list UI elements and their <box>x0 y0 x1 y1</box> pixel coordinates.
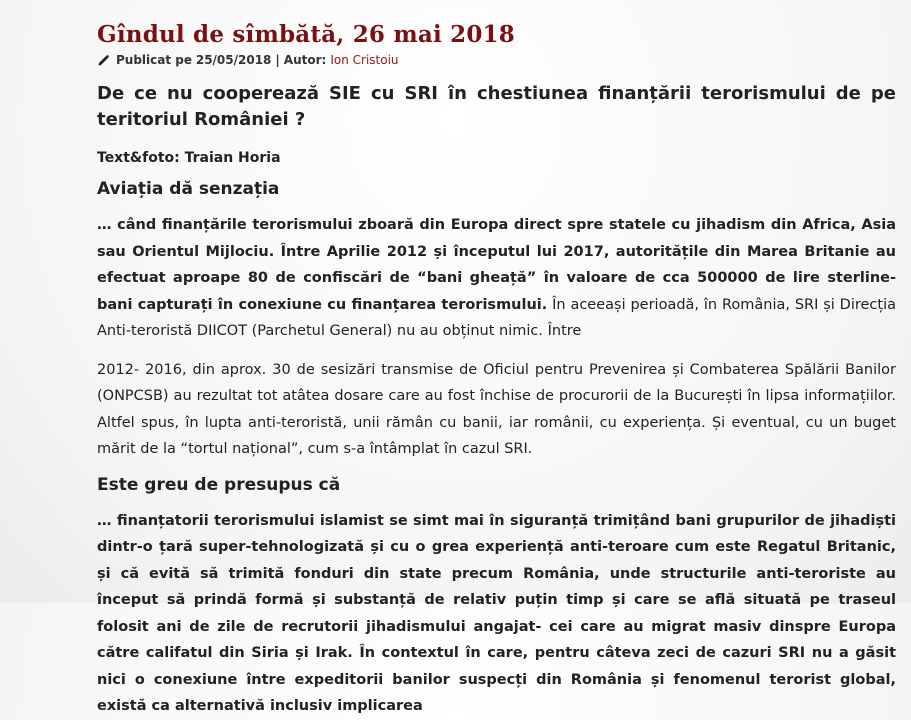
article-headline: De ce nu cooperează SIE cu SRI în chestiunea finanțării terorismului de pe teritoriul României ? <box>97 83 896 130</box>
paragraph <box>97 508 896 720</box>
photo-credit: Text&foto: Traian Horia <box>97 150 281 166</box>
article-title[interactable]: Gîndul de sîmbătă, 26 mai 2018 <box>97 21 515 48</box>
article-meta <box>97 53 896 67</box>
section-heading-greu: Este greu de presupus că <box>97 474 341 495</box>
pencil-icon <box>97 53 111 67</box>
paragraph <box>97 212 896 345</box>
author-label: Autor: <box>283 53 327 67</box>
paragraph-text: În aceeași perioadă, în România, SRI și Direcția Anti-teroristă DIICOT (Parchetul General) nu au obținut nimic. Între <box>97 296 896 339</box>
paragraph: 2012- 2016, din aprox. 30 de sesizări transmise de Oficiul pentru Prevenirea și Combaterea Spălării Banilor (ONPCSB) au rezultat tot atâtea dosare care au fost închise de procurorii de la București în lipsa informațiilor. Altfel spus, în lupta anti-teroristă, unii rămân cu banii, iar românii, cu experiența. Și eventual, cu un buget mărit de la “tortul național”, cum s-a întâmplat în cazul SRI. <box>97 361 896 457</box>
published-label: Publicat pe <box>116 53 193 67</box>
published-date: 25/05/2018 <box>195 53 272 67</box>
section-heading-aviatia: Aviația dă senzația <box>97 179 280 199</box>
paragraph-bold-text: … când finanțările terorismului zboară din Europa direct spre statele cu jihadism din Africa, Asia sau Orientul Mijlociu. Între Aprilie 2012 și începutul lui 2017, autoritățile din Marea Britanie au efectuat aproape 80 de confiscări de “bani gheață” în valoare de cca 500000 de lire sterline- bani capturați în conexiune cu finanțarea terorismului. <box>97 217 896 313</box>
meta-separator: | <box>275 53 280 67</box>
paragraph-bold-text: … finanțatorii terorismului islamist se simt mai în siguranță trimițând bani grupurilor de jihadiști dintr-o țară super-tehnologizată și cu o grea experiență anti-teroare cum este Regatul Britanic, și că evită să trimită fonduri din state precum România, unde structurile anti-teroriste au început să prindă formă și substanță de relativ puțin timp și care se află situată pe traseul folosit ani de zile de recrutorii jihadismului angajat- cei care au migrat masiv dinspre Europa către califatul din Siria și Irak. În contextul în care, pentru câteva zeci de cazuri SRI nu a găsit nici o conexiune între expeditorii banilor suspecți din România și fenomenul terorist global, există ca alternativă inclusiv implicarea <box>97 512 896 714</box>
author-link[interactable]: Ion Cristoiu <box>330 53 399 67</box>
